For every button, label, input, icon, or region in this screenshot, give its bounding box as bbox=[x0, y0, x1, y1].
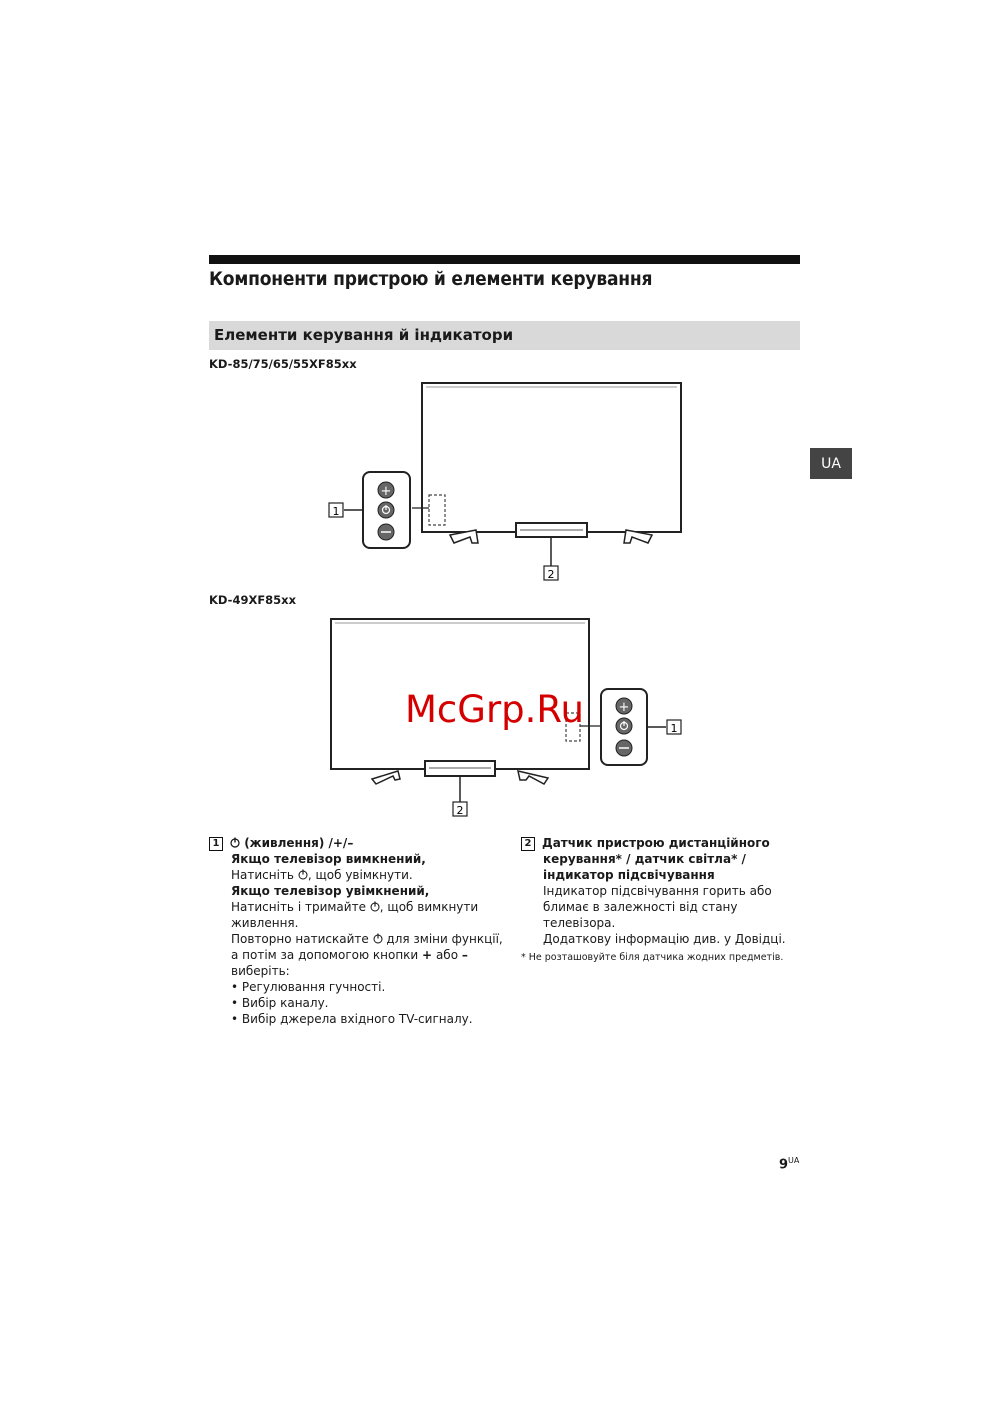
callout-2-label: 2 bbox=[456, 804, 464, 817]
page-title: Компоненти пристрою й елементи керування bbox=[209, 268, 653, 290]
language-tab: UA bbox=[810, 448, 852, 479]
page-number: $9^{UA}$ bbox=[779, 1156, 800, 1173]
power-icon bbox=[370, 901, 380, 912]
tv-foot-left bbox=[372, 771, 400, 784]
item-1-number: 1 bbox=[209, 837, 223, 851]
model-label-small: KD-49XF85xx bbox=[209, 593, 297, 607]
svg-text:+: + bbox=[380, 484, 392, 499]
item-2-number: 2 bbox=[521, 837, 535, 851]
tv-diagram-large bbox=[300, 375, 720, 585]
watermark: McGrp.Ru bbox=[405, 688, 584, 731]
power-icon bbox=[298, 869, 308, 880]
item-1-heading: 1 (живлення) /+/– bbox=[209, 835, 509, 851]
power-icon bbox=[230, 837, 240, 848]
section-title: Елементи керування й індикатори bbox=[214, 326, 514, 344]
tv-screen bbox=[422, 383, 681, 532]
callout-1-label: 1 bbox=[332, 505, 340, 518]
list-item: • Регулювання гучності. bbox=[231, 980, 386, 994]
list-item: • Вибір каналу. bbox=[231, 996, 329, 1010]
footnote: * Не розташовуйте біля датчика жодних предметів. bbox=[521, 952, 784, 963]
callout-1-label: 1 bbox=[670, 722, 678, 735]
title-rule bbox=[209, 255, 800, 264]
power-icon bbox=[373, 933, 383, 944]
callout-2-label: 2 bbox=[547, 568, 555, 581]
svg-text:+: + bbox=[618, 700, 630, 715]
tv-foot-right bbox=[518, 771, 548, 784]
list-item: • Вибір джерела вхідного TV-сигналу. bbox=[231, 1012, 473, 1026]
item-2-description: 2 Датчик пристрою дистанційного керування* / датчик світла* / індикатор підсвічування Індикатор підсвічування горить або блимає в залежності від стану телевізора. Додаткову інформацію див. у Довідці. * Не розташовуйте біля датчика жодних предметів. bbox=[521, 835, 806, 966]
item-1-description: 1 (живлення) /+/– Якщо телевізор вимкнений, Натисніть , щоб увімкнути. Якщо телевізор увімкнений, Натисніть і тримайте , щоб вимкнути живлення. Повторно натискайте для зміни функції, а потім за допомогою кнопки + або – виберіть: • Регулювання гучності. • Вибір каналу. • Вибір джерела вхідного TV-сигналу. bbox=[209, 835, 509, 1027]
model-label-large: KD-85/75/65/55XF85xx bbox=[209, 357, 357, 371]
